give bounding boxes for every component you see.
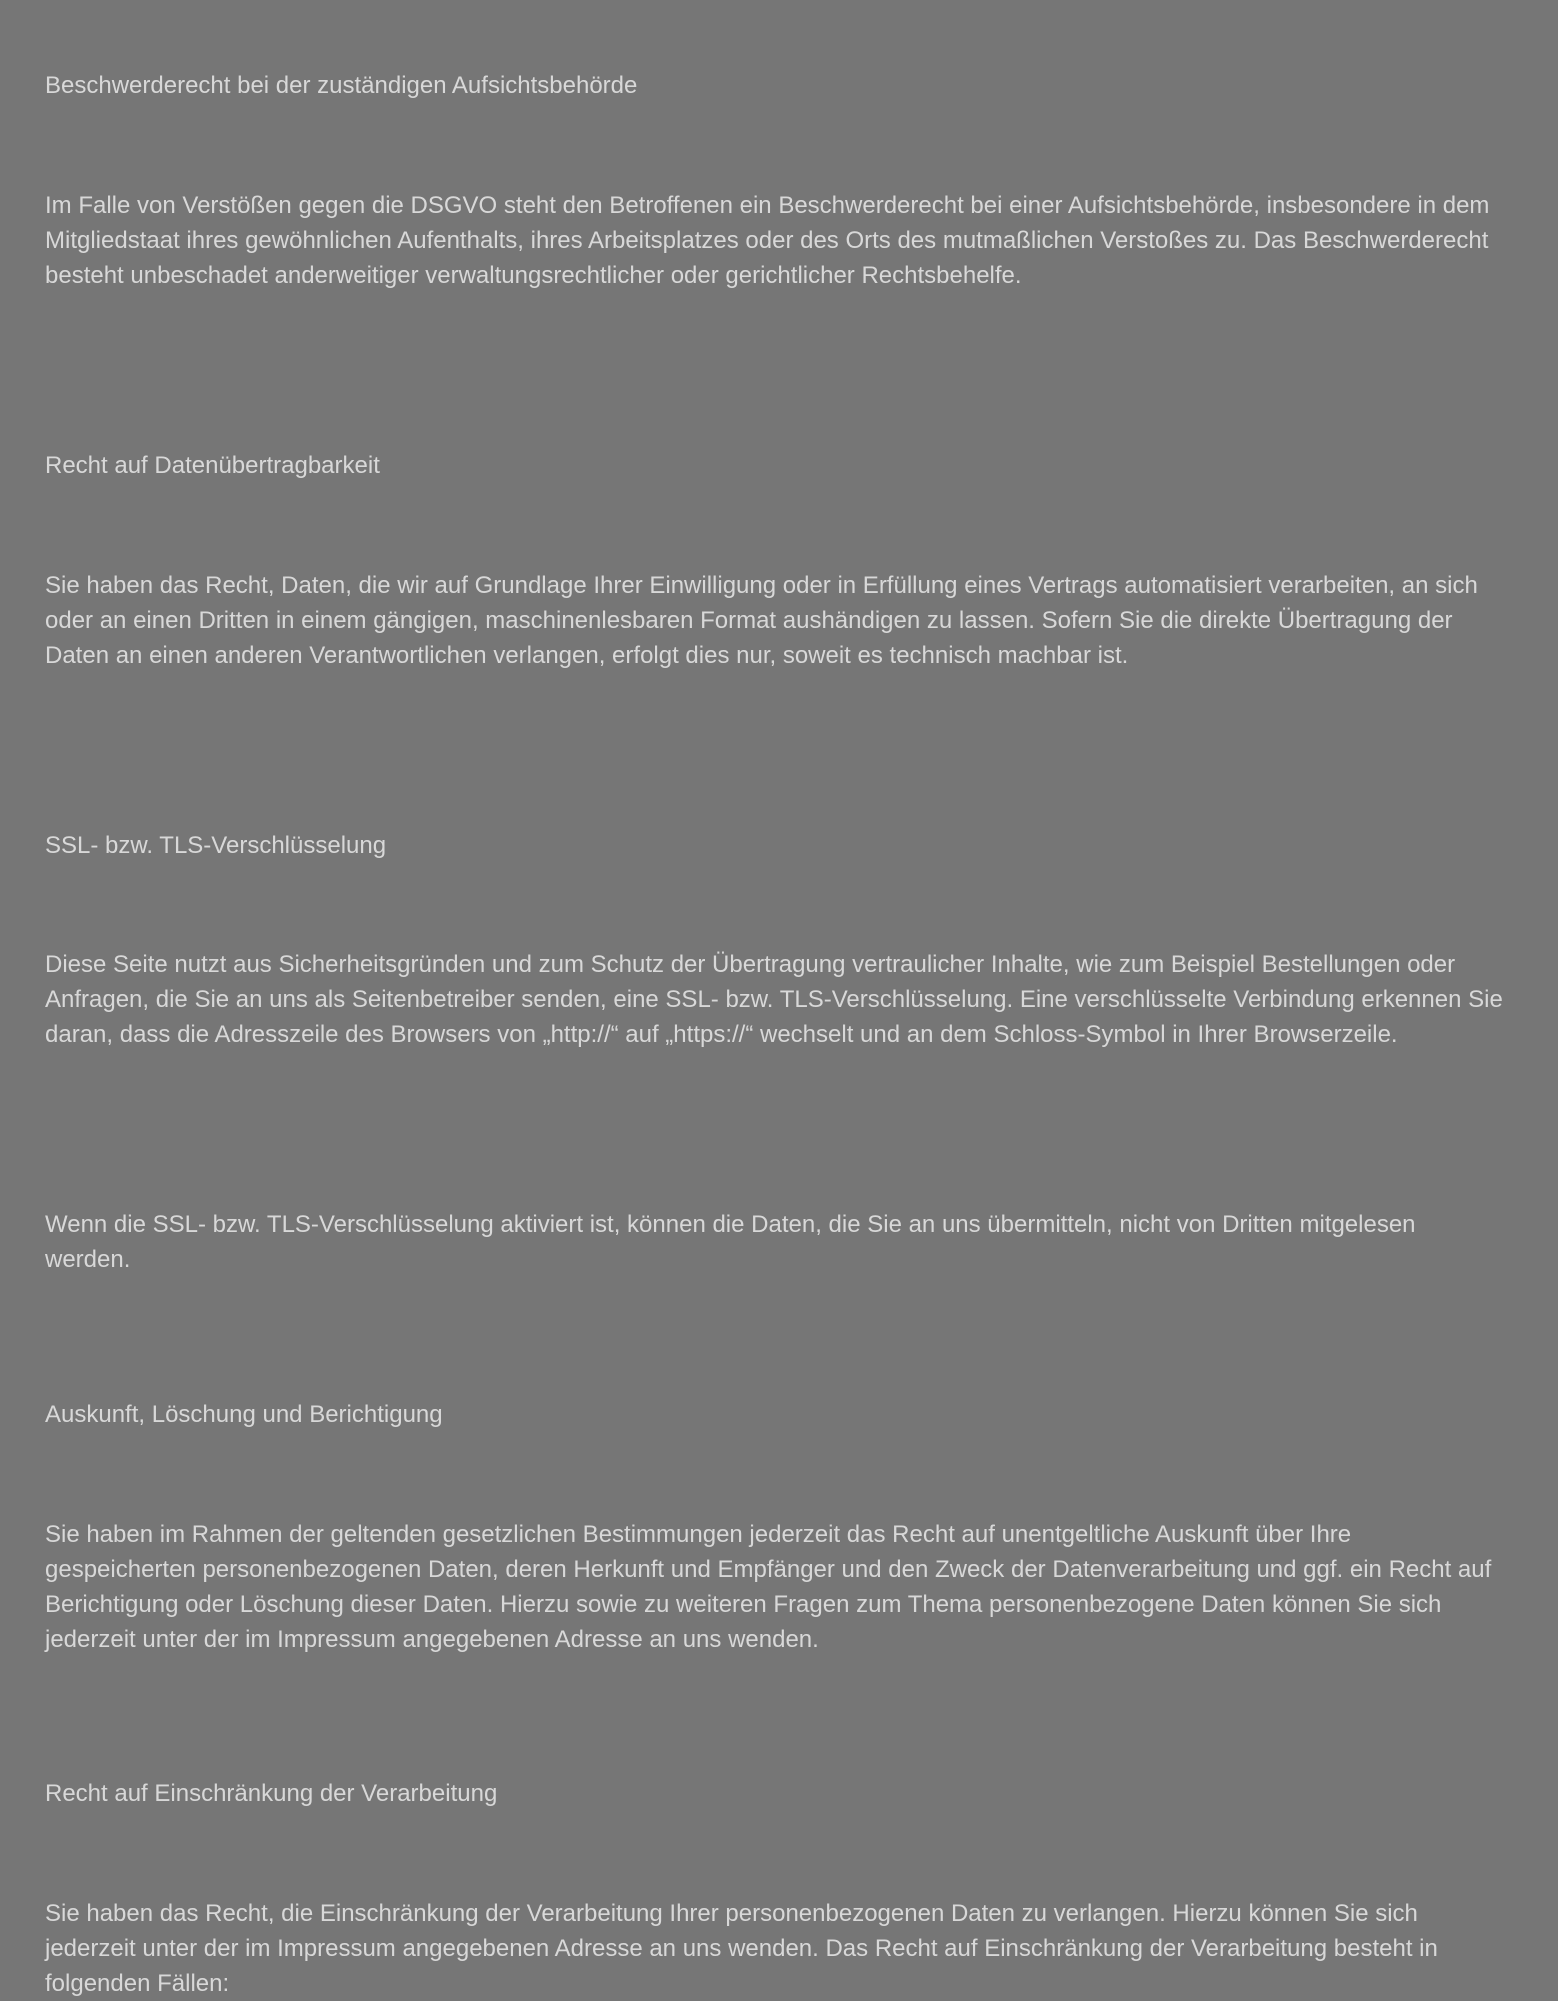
paragraph-auskunft: Sie haben im Rahmen der geltenden gesetzlichen Bestimmungen jederzeit das Recht auf unentgeltliche Auskunft über Ihre gespeicherten personenbezogenen Daten, deren Herkunft und Empfänger und den Zweck der Datenverarbeitung und ggf. ein Recht auf Berichtigung oder Löschung dieser Daten. Hierzu sowie zu weiteren Fragen zum Thema personenbezogene Daten können Sie sich jederzeit unter der im Impressum angegebenen Adresse an uns wenden. (45, 1521, 1492, 1653)
paragraph-einschraenkung: Sie haben das Recht, die Einschränkung der Verarbeitung Ihrer personenbezogenen Daten zu verlangen. Hierzu können Sie sich jederzeit unter der im Impressum angegebenen Adresse an uns wenden. Das Recht auf Einschränkung der Verarbeitung besteht in folgenden Fällen: (45, 1900, 1438, 1997)
paragraph-ssl-tls-1: Diese Seite nutzt aus Sicherheitsgründen und zum Schutz der Übertragung vertraulicher Inhalte, wie zum Beispiel Bestellungen oder Anfragen, die Sie an uns als Seitenbetreiber senden, eine SSL- bzw. TLS-Verschlüsselung. Eine verschlüsselte Verbindung erkennen Sie daran, dass die Adresszeile des Browsers von „http://“ auf „https://“ wechselt und an dem Schloss-Symbol in Ihrer Browserzeile. (45, 951, 1503, 1048)
heading-beschwerderecht: Beschwerderecht bei der zuständigen Aufsichtsbehörde (45, 72, 638, 99)
paragraph-beschwerderecht: Im Falle von Verstößen gegen die DSGVO steht den Betroffenen ein Beschwerderecht bei einer Aufsichtsbehörde, insbesondere in dem Mitgliedstaat ihres gewöhnlichen Aufenthalts, ihres Arbeitsplatzes oder des Orts des mutmaßlichen Verstoßes zu. Das Beschwerderecht besteht unbeschadet anderweitiger verwaltungsrechtlicher oder gerichtlicher Rechtsbehelfe. (45, 192, 1490, 289)
heading-datenuebertragbarkeit: Recht auf Datenübertragbarkeit (45, 452, 380, 479)
paragraph-ssl-tls-2: Wenn die SSL- bzw. TLS-Verschlüsselung aktiviert ist, können die Daten, die Sie an uns übermitteln, nicht von Dritten mitgelesen werden. (45, 1211, 1416, 1273)
heading-ssl-tls: SSL- bzw. TLS-Verschlüsselung (45, 832, 387, 859)
heading-auskunft: Auskunft, Löschung und Berichtigung (45, 1401, 443, 1428)
paragraph-datenuebertragbarkeit: Sie haben das Recht, Daten, die wir auf Grundlage Ihrer Einwilligung oder in Erfüllung eines Vertrags automatisiert verarbeiten, an sich oder an einen Dritten in einem gängigen, maschinenlesbaren Format aushändigen zu lassen. Sofern Sie die direkte Übertragung der Daten an einen anderen Verantwortlichen verlangen, erfolgt dies nur, soweit es technisch machbar ist. (45, 572, 1478, 669)
heading-einschraenkung: Recht auf Einschränkung der Verarbeitung (45, 1780, 498, 1807)
